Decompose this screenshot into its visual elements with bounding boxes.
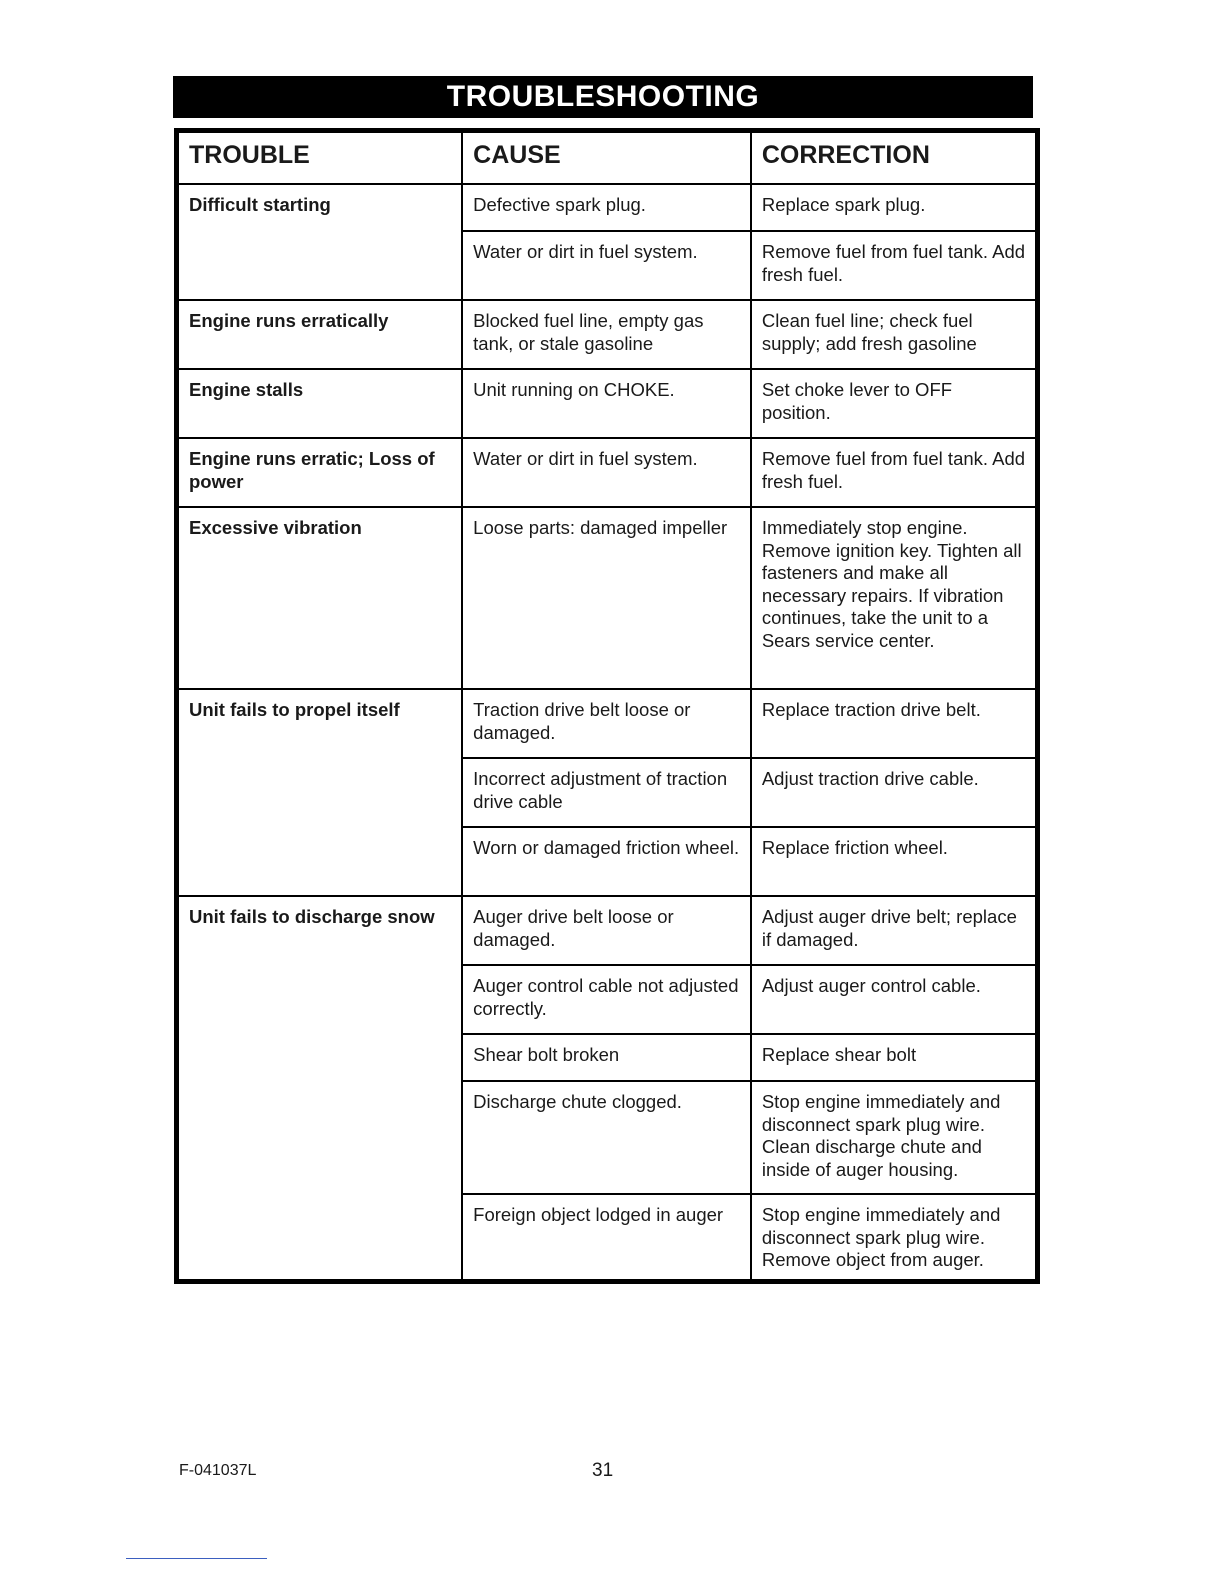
table-row [177, 896, 1038, 965]
correction-cell: Remove fuel from fuel tank. Add fresh fuel. [751, 438, 1038, 507]
cause-cell: Discharge chute clogged. [462, 1081, 751, 1194]
correction-cell: Adjust auger drive belt; replace if damaged. [751, 896, 1038, 965]
cause-cell: Auger control cable not adjusted correctly. [462, 965, 751, 1034]
table-row [177, 507, 1038, 689]
table-row [177, 300, 1038, 369]
table-row [177, 689, 1038, 758]
cause-cell: Water or dirt in fuel system. [462, 231, 751, 300]
cause-cell: Unit running on CHOKE. [462, 369, 751, 438]
header-trouble: TROUBLE [177, 131, 463, 185]
table-row [177, 184, 1038, 231]
correction-cell: Replace spark plug. [751, 184, 1038, 231]
cause-cell: Worn or damaged friction wheel. [462, 827, 751, 896]
cause-cell: Blocked fuel line, empty gas tank, or stale gasoline [462, 300, 751, 369]
page-title-banner: TROUBLESHOOTING [173, 76, 1033, 118]
correction-cell: Remove fuel from fuel tank. Add fresh fuel. [751, 231, 1038, 300]
correction-cell: Replace traction drive belt. [751, 689, 1038, 758]
trouble-cell: Difficult starting [177, 184, 463, 300]
correction-cell: Set choke lever to OFF position. [751, 369, 1038, 438]
troubleshooting-table [174, 128, 1040, 1284]
trouble-cell: Engine runs erratically [177, 300, 463, 369]
footer-divider [126, 1558, 267, 1559]
cause-cell: Defective spark plug. [462, 184, 751, 231]
correction-cell: Replace shear bolt [751, 1034, 1038, 1081]
header-correction: CORRECTION [751, 131, 1038, 185]
cause-cell: Shear bolt broken [462, 1034, 751, 1081]
cause-cell: Loose parts: damaged impeller [462, 507, 751, 689]
page-number: 31 [592, 1460, 614, 1481]
cause-cell: Water or dirt in fuel system. [462, 438, 751, 507]
cause-cell: Auger drive belt loose or damaged. [462, 896, 751, 965]
table-row [177, 438, 1038, 507]
correction-cell: Adjust traction drive cable. [751, 758, 1038, 827]
table-header-row [177, 131, 1038, 185]
correction-cell: Stop engine immediately and disconnect spark plug wire. Remove object from auger. [751, 1194, 1038, 1281]
trouble-cell: Unit fails to propel itself [177, 689, 463, 896]
document-code: F-041037L [179, 1462, 257, 1479]
correction-cell: Replace friction wheel. [751, 827, 1038, 896]
cause-cell: Incorrect adjustment of traction drive cable [462, 758, 751, 827]
correction-cell: Immediately stop engine. Remove ignition key. Tighten all fasteners and make all necessary repairs. If vibration continues, take the unit to a Sears service center. [751, 507, 1038, 689]
cause-cell: Foreign object lodged in auger [462, 1194, 751, 1281]
header-cause: CAUSE [462, 131, 751, 185]
trouble-cell: Engine runs erratic; Loss of power [177, 438, 463, 507]
correction-cell: Stop engine immediately and disconnect spark plug wire. Clean discharge chute and inside of auger housing. [751, 1081, 1038, 1194]
cause-cell: Traction drive belt loose or damaged. [462, 689, 751, 758]
correction-cell: Clean fuel line; check fuel supply; add fresh gasoline [751, 300, 1038, 369]
trouble-cell: Excessive vibration [177, 507, 463, 689]
trouble-cell: Engine stalls [177, 369, 463, 438]
trouble-cell: Unit fails to discharge snow [177, 896, 463, 1281]
correction-cell: Adjust auger control cable. [751, 965, 1038, 1034]
table-row [177, 369, 1038, 438]
